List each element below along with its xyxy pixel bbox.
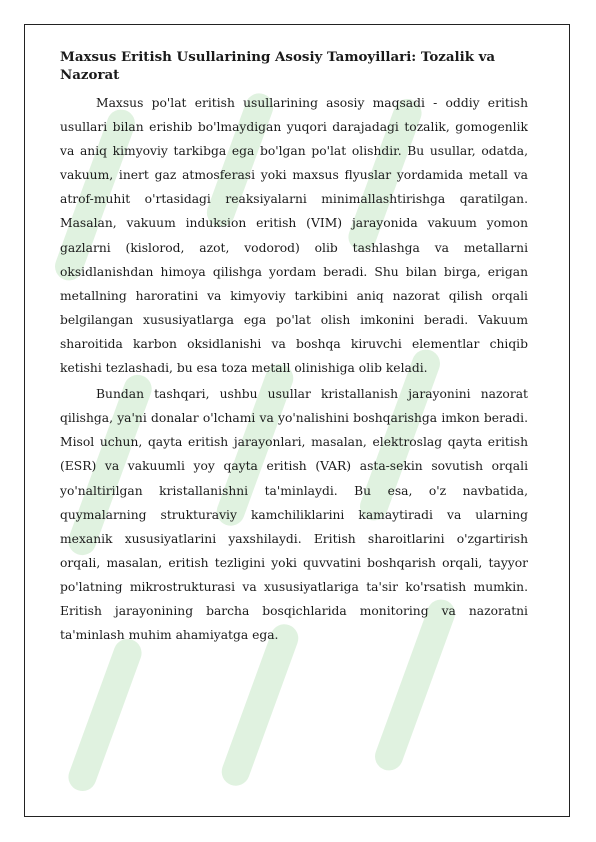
paragraph-1: Maxsus po'lat eritish usullarining asosiy maqsadi - oddiy eritish usullari bilan erishib bo'lmaydigan yuqori darajadagi tozalik, gomogenlik va aniq kimyoviy tarkibga ega bo'lgan po'lat olishdir. Bu usullar, odatda, vakuum, inert gaz atmosferasi yoki maxsus flyuslar yordamida metall va atrof-muhit o'rtasidagi reaksiyalarni minimallashtirishga qaratilgan. Masalan, vakuum induksion eritish (VIM) jarayonida vakuum yomon gazlarni (kislorod, azot, vodorod) olib tashlashga va metallarni oksidlanishdan himoya qilishga yordam beradi. Shu bilan birga, erigan metallning haroratini va kimyoviy tarkibini aniq nazorat qilish orqali belgilangan xususiyatlarga ega po'lat olish imkonini beradi. Vakuum sharoitida karbon oksidlanishi va boshqa kiruvchi elementlar chiqib ketishi tezlashadi, bu esa toza metall olinishiga olib keladi. [60, 96, 528, 376]
document-body [60, 48, 528, 649]
document-title: Maxsus Eritish Usullarining Asosiy Tamoyillari: Tozalik va Nazorat [60, 49, 496, 83]
paragraph-2: Bundan tashqari, ushbu usullar kristallanish jarayonini nazorat qilishga, ya'ni donalar o'lchami va yo'nalishini boshqarishga imkon beradi. Misol uchun, qayta eritish jarayonlari, masalan, elektroslag qayta eritish (ESR) va vakuumli yoy qayta eritish (VAR) asta-sekin sovutish orqali yo'naltirilgan kristallanishni ta'minlaydi. Bu esa, o'z navbatida, quymalarning strukturaviy kamchiliklarini kamaytiradi va ularning mexanik xususiyatlarini yaxshilaydi. Eritish sharoitlarini o'zgartirish orqali, masalan, eritish tezligini yoki quvvatini boshqarish orqali, tayyor po'latning mikrostrukturasi va xususiyatlariga ta'sir ko'rsatish mumkin. Eritish jarayonining barcha bosqichlarida monitoring va nazoratni ta'minlash muhim ahamiyatga ega. [60, 387, 528, 643]
watermark-mark [64, 635, 145, 795]
